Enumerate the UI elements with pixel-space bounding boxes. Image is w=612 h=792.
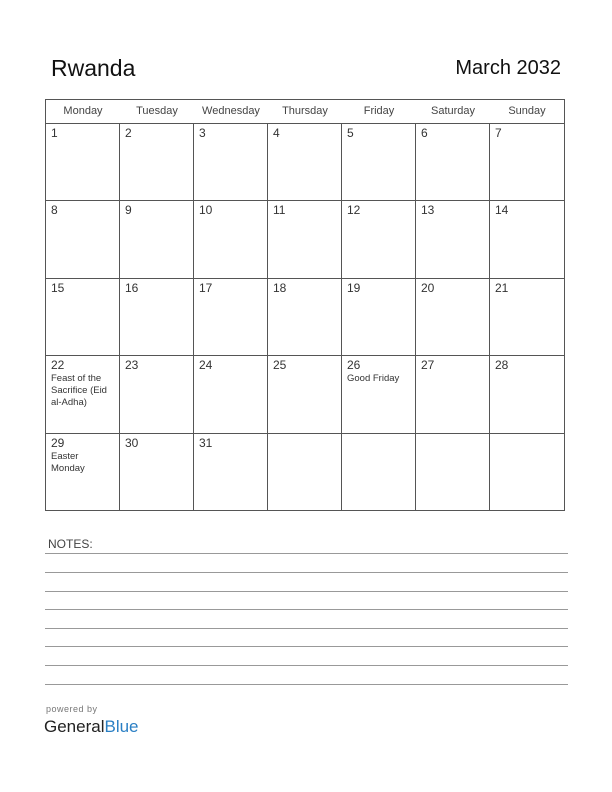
- day-cell-7: [490, 124, 564, 201]
- day-cell-20: [416, 279, 490, 356]
- day-cell-17: [194, 279, 268, 356]
- day-number: 12: [347, 203, 361, 218]
- brand-blue-text: Blue: [104, 717, 139, 736]
- calendar-body: [46, 124, 564, 511]
- day-number: 30: [125, 435, 139, 450]
- day-number: 28: [495, 358, 509, 373]
- day-cell-21: [490, 279, 564, 356]
- day-cell-30: [120, 434, 194, 511]
- day-number: 4: [273, 126, 280, 140]
- weekday-saturday: Saturday: [430, 105, 476, 117]
- day-cell-26: [342, 356, 416, 433]
- weekday-monday: Monday: [63, 105, 103, 117]
- month-title: March 2032: [455, 57, 561, 79]
- day-number: 16: [125, 280, 139, 295]
- note-line: [45, 646, 568, 647]
- empty-day-cell: [490, 434, 564, 511]
- weekday-header-row: [46, 100, 564, 124]
- day-cell-16: [120, 279, 194, 356]
- note-line: [45, 628, 568, 629]
- note-line: [45, 609, 568, 610]
- day-number: 24: [199, 358, 213, 373]
- day-number: 13: [421, 203, 435, 218]
- day-cell-6: [416, 124, 490, 201]
- day-cell-31: [194, 434, 268, 511]
- day-cell-13: [416, 201, 490, 278]
- day-cell-25: [268, 356, 342, 433]
- day-cell-18: [268, 279, 342, 356]
- day-cell-19: [342, 279, 416, 356]
- powered-by-text: powered by: [46, 704, 98, 714]
- day-number: 14: [495, 203, 509, 218]
- day-number: 5: [347, 126, 354, 140]
- day-cell-2: [120, 124, 194, 201]
- day-number: 11: [273, 203, 286, 218]
- note-line: [45, 665, 568, 666]
- day-cell-29: [46, 434, 120, 511]
- country-title: Rwanda: [51, 55, 136, 81]
- holiday-label: Feast of the Sacrifice (Eid al-Adha): [51, 373, 107, 409]
- notes-label: NOTES:: [48, 537, 93, 551]
- day-number: 9: [125, 203, 132, 218]
- day-cell-8: [46, 201, 120, 278]
- day-cell-22: [46, 356, 120, 433]
- day-number: 19: [347, 280, 361, 295]
- weekday-tuesday: Tuesday: [136, 105, 178, 117]
- day-number: 8: [51, 203, 58, 218]
- day-cell-28: [490, 356, 564, 433]
- day-cell-4: [268, 124, 342, 201]
- note-line: [45, 684, 568, 685]
- day-cell-14: [490, 201, 564, 278]
- weekday-wednesday: Wednesday: [202, 105, 260, 117]
- day-number: 10: [199, 203, 213, 218]
- weekday-friday: Friday: [363, 105, 395, 117]
- day-cell-1: [46, 124, 120, 201]
- day-number: 20: [421, 280, 435, 295]
- day-cell-23: [120, 356, 194, 433]
- note-line: [45, 572, 568, 573]
- day-number: 7: [495, 126, 502, 140]
- day-number: 26: [347, 358, 361, 373]
- day-number: 1: [51, 126, 58, 140]
- day-cell-9: [120, 201, 194, 278]
- day-number: 15: [51, 280, 65, 295]
- day-number: 27: [421, 358, 435, 373]
- generalblue-logo: [44, 717, 139, 737]
- brand-general-text: General: [44, 717, 105, 736]
- day-cell-24: [194, 356, 268, 433]
- day-number: 2: [125, 126, 132, 140]
- holiday-label: Easter Monday: [51, 450, 85, 474]
- day-cell-10: [194, 201, 268, 278]
- empty-day-cell: [268, 434, 342, 511]
- day-number: 25: [273, 358, 287, 373]
- day-number: 23: [125, 358, 139, 373]
- note-line: [45, 553, 568, 554]
- day-number: 17: [199, 280, 213, 295]
- day-cell-11: [268, 201, 342, 278]
- day-number: 29: [51, 435, 65, 450]
- note-line: [45, 591, 568, 592]
- empty-day-cell: [416, 434, 490, 511]
- calendar-grid: [45, 99, 565, 511]
- holiday-label: Good Friday: [347, 373, 400, 385]
- day-cell-3: [194, 124, 268, 201]
- day-cell-27: [416, 356, 490, 433]
- weekday-thursday: Thursday: [282, 105, 328, 117]
- weekday-sunday: Sunday: [508, 105, 546, 117]
- day-number: 31: [199, 435, 213, 450]
- day-number: 18: [273, 280, 287, 295]
- day-cell-15: [46, 279, 120, 356]
- day-number: 6: [421, 126, 428, 140]
- day-number: 3: [199, 126, 206, 140]
- day-cell-12: [342, 201, 416, 278]
- empty-day-cell: [342, 434, 416, 511]
- day-number: 22: [51, 358, 65, 373]
- day-cell-5: [342, 124, 416, 201]
- day-number: 21: [495, 280, 509, 295]
